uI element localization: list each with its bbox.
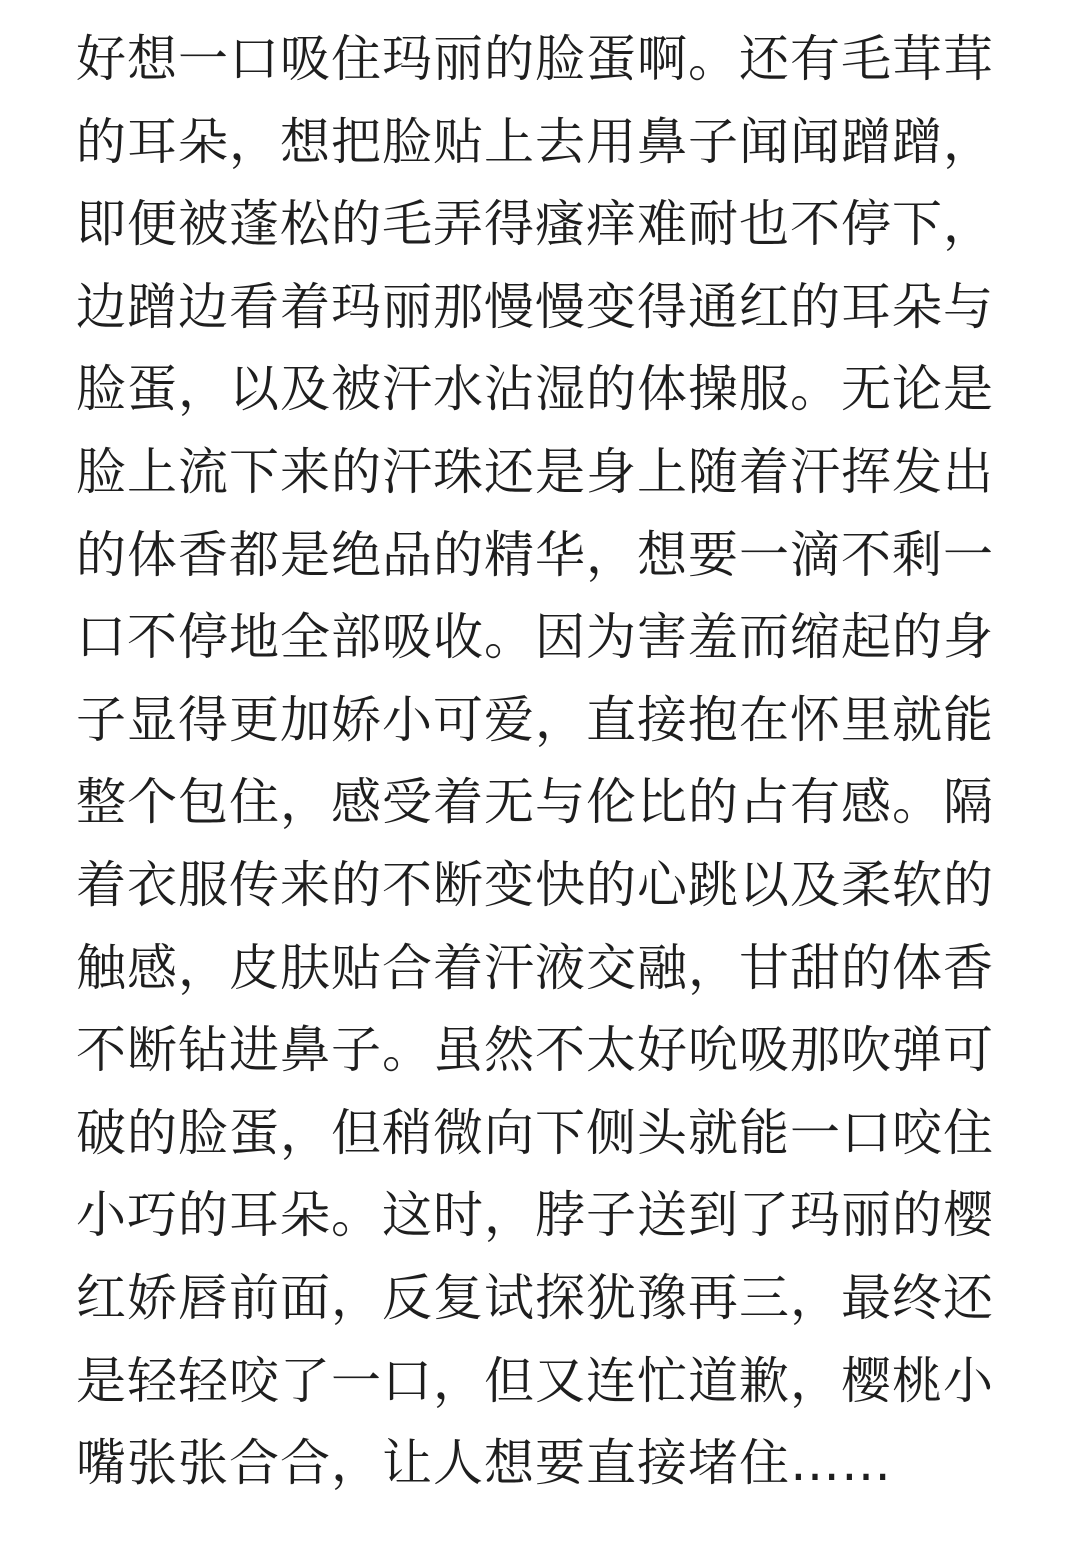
text-line: 的体香都是绝品的精华，想要一滴不剩一 [76, 525, 994, 584]
article-body [76, 18, 1016, 1505]
text-line: 子显得更加娇小可爱，直接抱在怀里就能 [76, 690, 994, 749]
text-line: 红娇唇前面，反复试探犹豫再三，最终还 [76, 1268, 994, 1327]
text-line: 好想一口吸住玛丽的脸蛋啊。还有毛茸茸 [76, 30, 994, 88]
text-line: 触感，皮肤贴合着汗液交融，甘甜的体香 [76, 938, 994, 997]
text-line: 小巧的耳朵。这时，脖子送到了玛丽的樱 [76, 1186, 994, 1245]
text-line: 口不停地全部吸收。因为害羞而缩起的身 [76, 608, 994, 667]
text-line: 脸蛋，以及被汗水沾湿的体操服。无论是 [76, 360, 994, 419]
text-line: 的耳朵，想把脸贴上去用鼻子闻闻蹭蹭， [76, 112, 994, 171]
text-line: 破的脸蛋，但稍微向下侧头就能一口咬住 [76, 1103, 994, 1162]
text-line: 即便被蓬松的毛弄得瘙痒难耐也不停下， [76, 195, 994, 254]
text-line: 嘴张张合合，让人想要直接堵住…… [76, 1434, 892, 1493]
text-line: 边蹭边看着玛丽那慢慢变得通红的耳朵与 [76, 277, 994, 336]
text-line: 整个包住，感受着无与伦比的占有感。隔 [76, 773, 994, 832]
text-line: 不断钻进鼻子。虽然不太好吮吸那吹弹可 [76, 1021, 994, 1080]
text-line: 着衣服传来的不断变快的心跳以及柔软的 [76, 855, 994, 914]
text-line: 脸上流下来的汗珠还是身上随着汗挥发出 [76, 442, 994, 501]
text-line: 是轻轻咬了一口，但又连忙道歉，樱桃小 [76, 1351, 994, 1410]
